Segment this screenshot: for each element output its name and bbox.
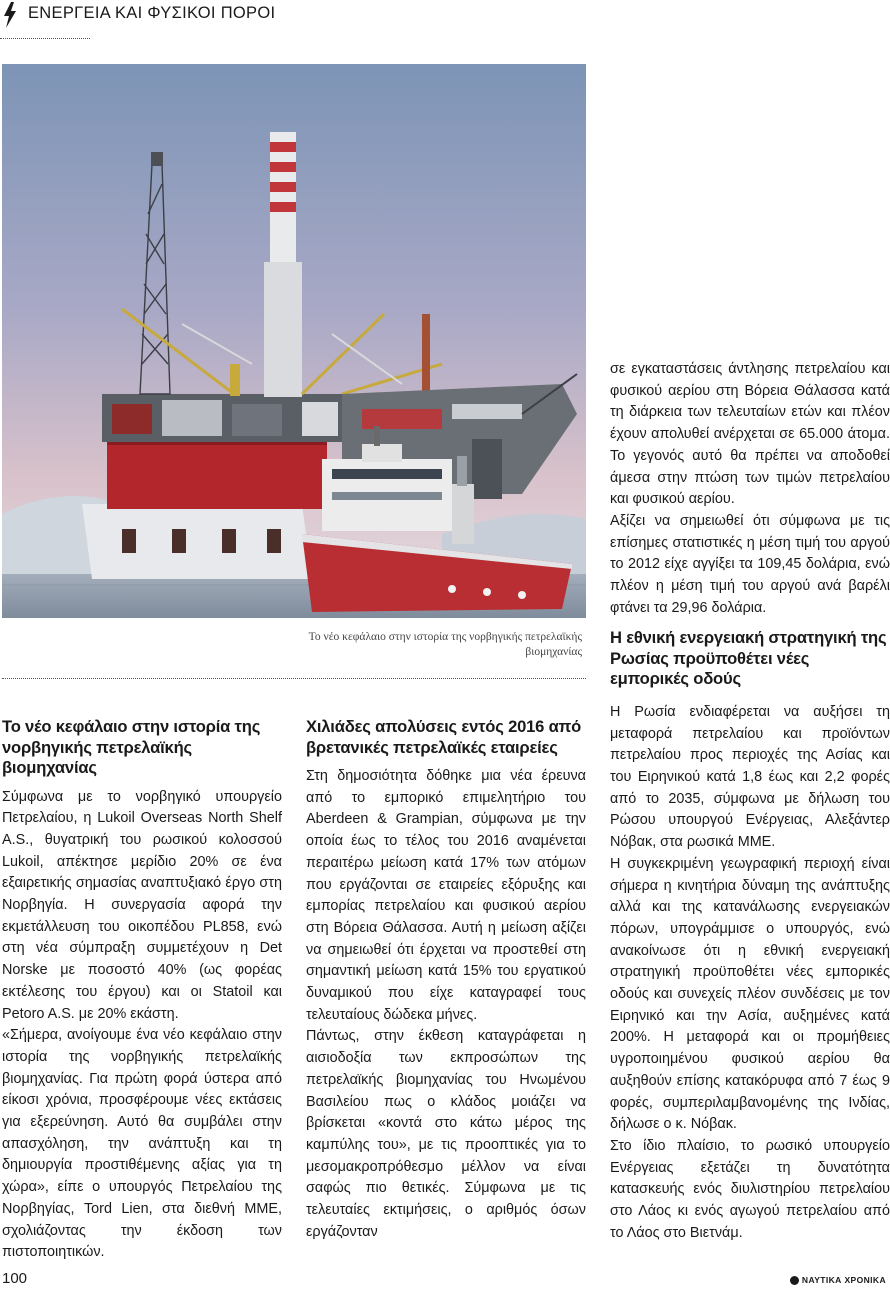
publication-name: ΝΑΥΤΙΚΑ ΧΡΟΝΙΚΑ [801, 1275, 886, 1285]
article-uk-layoffs-paragraph: Στη δημοσιότητα δόθηκε μια νέα έρευνα από το εμπορικό επιμελητήριο του Aberdeen & Grampian, σύμφωνα με την οποία έως το τέλος του 2016 αναμένεται περαιτέρω μείωση κατά 17% των ατόμων που εργάζονται σε εταιρείες εξόρυξης και εμπορίας πετρελαίου και φυσικού αερίου στη Βόρεια Θάλασσα. Αυτή η μείωση αξίζει να σημειωθεί ότι έρχεται να προστεθεί στη σημαντική μείωση κατά 15% του εργατικού δυναμικού που είχε καταγραφεί τους τελευταίους δώδεκα μήνες. [306, 768, 586, 1023]
article-norway-paragraph: Σύμφωνα με το νορβηγικό υπουργείο Πετρελαίου, η Lukoil Overseas North Shelf A.S., θυγατρική του ρωσικού κολοσσού Lukoil, απέκτησε μερίδιο 20% σε ένα εξαιρετικής σημασίας αναπτυξιακό έργο στη Νορβηγία. Η συνεργασία αφορά την εκμετάλλευση του οικοπέδου PL858, ενώ στη νέα σύμπραξη συμμετέχουν η Det Norske με ποσοστό 40% (ως φορέας εκτέλεσης του έργου) και οι Statoil και Petoro A.S. με 20% εκάστη. [2, 788, 282, 1022]
right-column [610, 359, 890, 1245]
article-russia-paragraph: Η συγκεκριμένη γεωγραφική περιοχή είναι σήμερα η κινητήρια δύναμη της ανάπτυξης αλλά και της κατανάλωσης ενεργειακών πόρων, υπογράμμισε ο υπουργός, ενώ ανακοίνωσε ότι η εθνική ενεργειακή στρατηγική προϋποθέτει νέες εμπορικές οδούς και συνεχείς πλέον συνδέσεις με τον Ειρηνικό και την Ασία, αυξημένες κατά 200%. Η μεταφορά και οι προμήθειες υγροποιημένου φυσικού αερίου θα αυξηθούν επίσης κατακόρυφα από 7 έως 9 φορές, συμπεριλαμβανομένης της Ινδίας, δήλωσε ο κ. Νόβακ. [610, 855, 890, 1133]
page-number: 100 [2, 1270, 28, 1287]
article-uk-layoffs-continued: Αξίζει να σημειωθεί ότι σύμφωνα με τις επίσημες στατιστικές η μέση τιμή του αργού το 2012 είχε αγγίξει τα 109,45 δολάρια, ενώ πλέον η μέση τιμή του αργού ανά βαρέλι φτάνει τα 29,96 δολάρια. [610, 512, 890, 616]
article-uk-layoffs-paragraph: Πάντως, στην έκθεση καταγράφεται η αισιοδοξία των εκπροσώπων της πετρελαϊκής βιομηχανίας του Ηνωμένου Βασιλείου πως ο κλάδος μοιάζει να βρίσκεται «κοντά στο κάτω μέρος της καμπύλης του», με τις προοπτικές για το μεσομακροπρόθεσμο μέλλον να είναι σαφώς πιο θετικές. Σύμφωνα με τις τελευταίες εκτιμήσεις, ο αριθμός όσων εργάζονταν [306, 1028, 586, 1240]
section-title: ΕΝΕΡΓΕΙΑ ΚΑΙ ΦΥΣΙΚΟΙ ΠΟΡΟΙ [28, 4, 276, 22]
lightning-bolt-icon [2, 2, 18, 28]
photo-caption: Το νέο κεφάλαιο στην ιστορία της νορβηγικής πετρελαϊκής βιομηχανίας [308, 631, 582, 658]
article-uk-layoffs [306, 717, 586, 1243]
article-russia-paragraph: Στο ίδιο πλαίσιο, το ρωσικό υπουργείο Ενέργειας εξετάζει τη δυνατότητα κατασκευής ενός διυλιστηρίου πετρελαίου στο Λάος κι ενός αγωγού πετρελαίου από το Λάος στο Βιετνάμ. [610, 1138, 890, 1241]
article-uk-layoffs-heading: Χιλιάδες απολύσεις εντός 2016 από βρετανικές πετρελαϊκές εταιρείες [306, 717, 582, 757]
article-russia-paragraph: Η Ρωσία ενδιαφέρεται να αυξήσει τη μεταφορά πετρελαίου και προϊόντων πετρελαίου προς περιοχές της Ασίας και του Ειρηνικού κατά 1,8 έως και 2,2 φορές από το 2035, σύμφωνα με δήλωση του Ρώσου υπουργού Ενέργειας, Αλεξάντερ Νόβακ, στα ρωσικά ΜΜΕ. [610, 703, 890, 851]
caption-divider [2, 678, 586, 679]
article-norway-heading: Το νέο κεφάλαιο στην ιστορία της νορβηγικής πετρελαϊκής βιομηχανίας [2, 717, 261, 777]
page-header [0, 0, 890, 40]
article-russia-heading: Η εθνική ενεργειακή στρατηγική της Ρωσίας προϋποθέτει νέες εμπορικές οδούς [610, 628, 887, 689]
header-divider [0, 38, 90, 39]
publication-logo [790, 1275, 886, 1285]
article-uk-layoffs-continued: σε εγκαταστάσεις άντλησης πετρελαίου και φυσικού αερίου στη Βόρεια Θάλασσα κατά τη διάρκεια των τελευταίων ετών και πλέον έχουν απολυθεί ανέρχεται σε 65.000 άτομα. Το γεγονός αυτό θα πρέπει να αποδοθεί άμεσα στην πτώση των τιμών πετρελαίου και φυσικού αερίου. [610, 361, 890, 508]
publication-logo-icon [790, 1276, 799, 1285]
article-norway [2, 717, 282, 1264]
platform-photo [2, 64, 586, 618]
article-norway-paragraph: «Σήμερα, ανοίγουμε ένα νέο κεφάλαιο στην ιστορία της νορβηγικής πετρελαϊκής βιομηχανίας. Για πρώτη φορά ύστερα από είκοσι χρόνια, προσφέρουμε νέες εκτάσεις για εξερεύνηση. Αυτό θα συμβάλει στην απασχόληση, την ανάπτυξη και τη δημιουργία προστιθέμενης αξίας για τη χώρα», είπε ο υπουργός Πετρελαίου της Νορβηγίας, Tord Lien, στα διεθνή ΜΜΕ, σχολιάζοντας την έκδοση των πιστοποιητικών. [2, 1027, 282, 1261]
